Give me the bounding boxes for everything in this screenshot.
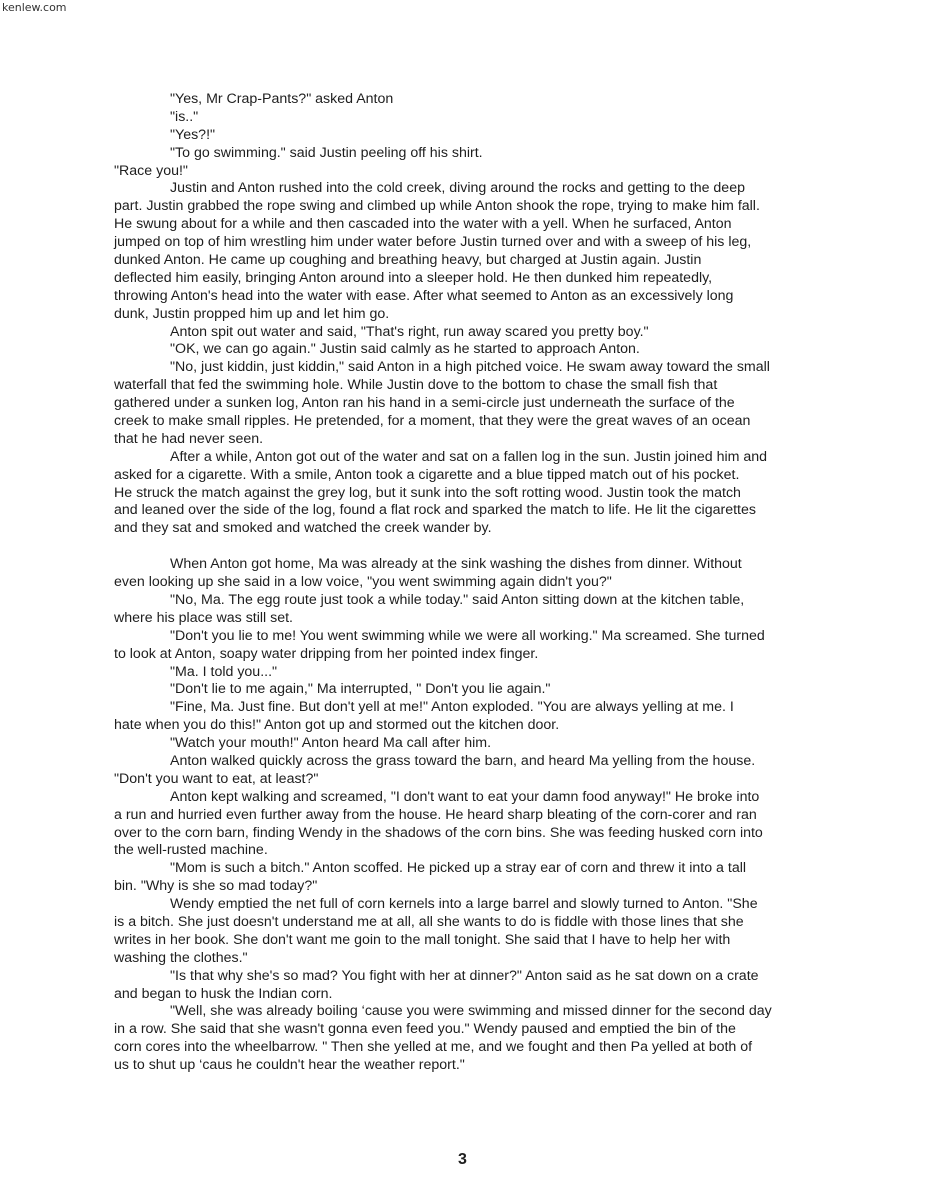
text-line: Anton walked quickly across the grass toward the barn, and heard Ma yelling from the house. <box>170 752 756 769</box>
text-line: Anton spit out water and said, "That's right, run away scared you pretty boy." <box>170 323 649 340</box>
page-body-text <box>114 91 826 1075</box>
text-line: "Race you!" <box>114 162 188 179</box>
text-line: us to shut up ‘caus he couldn't hear the weather report." <box>114 1057 465 1074</box>
text-line: "OK, we can go again." Justin said calmly as he started to approach Anton. <box>170 341 640 358</box>
text-line: bin. "Why is she so mad today?" <box>114 878 318 895</box>
text-line: "Ma. I told you..." <box>170 663 278 680</box>
text-line: even looking up she said in a low voice, "you went swimming again didn't you?" <box>114 574 612 591</box>
text-line: "Yes, Mr Crap-Pants?" asked Anton <box>170 91 394 107</box>
site-watermark: kenlew.com <box>2 1 67 14</box>
text-line: corn cores into the wheelbarrow. " Then she yelled at me, and we fought and then Pa yelled at both of <box>114 1039 753 1056</box>
text-line: where his place was still set. <box>114 609 293 626</box>
text-line: jumped on top of him wrestling him under water before Justin turned over and with a sweep of his leg, <box>114 234 752 251</box>
text-line: writes in her book. She don't want me goin to the mall tonight. She said that I have to help her with <box>114 931 731 948</box>
text-line: throwing Anton's head into the water with ease. After what seemed to Anton as an excessively long <box>114 287 734 304</box>
text-line: and leaned over the side of the log, found a flat rock and sparked the match to life. He lit the cigarettes <box>114 502 756 519</box>
text-line: "Don't lie to me again," Ma interrupted, " Don't you lie again." <box>170 681 551 698</box>
text-line: creek to make small ripples. He pretended, for a moment, that they were the great waves of an ocean <box>114 413 751 430</box>
text-line: "No, Ma. The egg route just took a while today." said Anton sitting down at the kitchen table, <box>170 591 745 608</box>
text-line: "Well, she was already boiling ‘cause you were swimming and missed dinner for the second day <box>170 1003 772 1020</box>
text-line: "Don't you lie to me! You went swimming while we were all working." Ma screamed. She turned <box>170 627 765 644</box>
text-line: that he had never seen. <box>114 430 264 447</box>
text-line: hate when you do this!" Anton got up and stormed out the kitchen door. <box>114 717 560 734</box>
blank-line <box>114 538 826 556</box>
text-line: Anton kept walking and screamed, "I don't want to eat your damn food anyway!" He broke into <box>170 788 760 805</box>
text-line: "No, just kiddin, just kiddin," said Anton in a high pitched voice. He swam away toward the small <box>170 359 770 376</box>
text-line: dunk, Justin propped him up and let him go. <box>114 305 390 322</box>
page-number: 3 <box>458 1151 467 1168</box>
text-line: Justin and Anton rushed into the cold creek, diving around the rocks and getting to the deep <box>170 180 745 197</box>
text-line: the well-rusted machine. <box>114 842 268 859</box>
text-line: washing the clothes." <box>114 949 248 966</box>
text-line: gathered under a sunken log, Anton ran his hand in a semi-circle just underneath the surface of the <box>114 395 735 412</box>
text-line: "Yes?!" <box>170 126 216 143</box>
text-line: and they sat and smoked and watched the creek wander by. <box>114 520 492 537</box>
text-line: When Anton got home, Ma was already at the sink washing the dishes from dinner. Without <box>170 556 742 573</box>
text-line: "Is that why she's so mad? You fight with her at dinner?" Anton said as he sat down on a crate <box>170 967 759 984</box>
text-line: He struck the match against the grey log, but it sunk into the soft rotting wood. Justin took the match <box>114 484 741 501</box>
text-line: "Mom is such a bitch." Anton scoffed. He picked up a stray ear of corn and threw it into a tall <box>170 860 747 877</box>
text-line: to look at Anton, soapy water dripping from her pointed index finger. <box>114 645 539 662</box>
text-line: "Watch your mouth!" Anton heard Ma call after him. <box>170 735 492 752</box>
text-line: a run and hurried even further away from the house. He heard sharp bleating of the corn-corer and ran <box>114 806 757 823</box>
text-line: deflected him easily, bringing Anton around into a sleeper hold. He then dunked him repeatedly, <box>114 269 713 286</box>
text-line: "To go swimming." said Justin peeling off his shirt. <box>170 144 483 161</box>
text-line: Wendy emptied the net full of corn kernels into a large barrel and slowly turned to Anton. "She <box>170 896 758 913</box>
text-line: is a bitch. She just doesn't understand me at all, all she wants to do is fiddle with those lines that she <box>114 913 744 930</box>
text-line: "Fine, Ma. Just fine. But don't yell at me!" Anton exploded. "You are always yelling at me. I <box>170 699 734 716</box>
text-line: part. Justin grabbed the rope swing and climbed up while Anton shook the rope, trying to make him fall. <box>114 198 760 215</box>
text-line: After a while, Anton got out of the water and sat on a fallen log in the sun. Justin joined him and <box>170 448 768 465</box>
text-line: and began to husk the Indian corn. <box>114 985 333 1002</box>
text-line: "is.." <box>170 108 199 125</box>
text-line: in a row. She said that she wasn't gonna even feed you." Wendy paused and emptied the bin of the <box>114 1021 736 1038</box>
text-line: asked for a cigarette. With a smile, Anton took a cigarette and a blue tipped match out of his pocket. <box>114 466 740 483</box>
text-line: He swung about for a while and then cascaded into the water with a yell. When he surfaced, Anton <box>114 216 732 233</box>
text-line: waterfall that fed the swimming hole. While Justin dove to the bottom to chase the small fish that <box>114 377 718 394</box>
text-line: over to the corn barn, finding Wendy in the shadows of the corn bins. She was feeding husked corn into <box>114 824 763 841</box>
text-line: "Don't you want to eat, at least?" <box>114 770 319 787</box>
text-line: dunked Anton. He came up coughing and breathing heavy, but charged at Justin again. Justin <box>114 252 702 269</box>
